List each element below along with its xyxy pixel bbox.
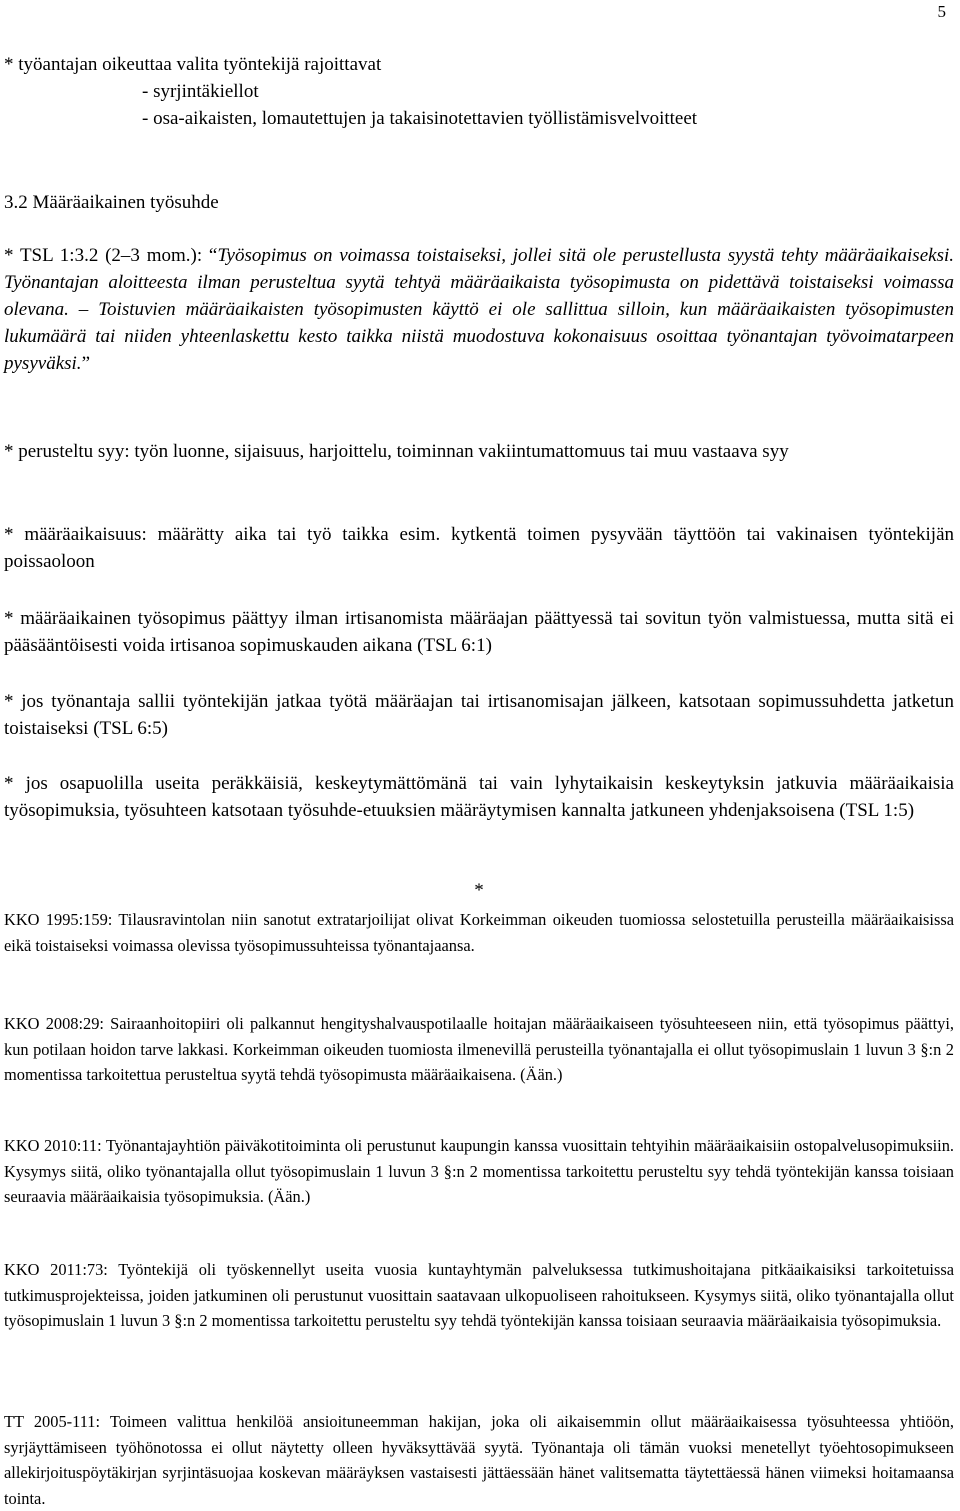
intro-sub-item: - osa-aikaisten, lomautettujen ja takaisinotettavien työllistämisvelvoitteet xyxy=(142,108,698,129)
case-paragraph: TT 2005-111: Toimeen valittua henkilöä ansioituneemman hakijan, joka oli aikaisemmin ollut määräaikaisessa työsuhteessa yhtiöön, syrjäyttämiseen työhönotossa ei ollut näytetty olleen hyväksyttävää syytä. Työnantaja oli tämän vuoksi menetellyt työehtosopimukseen allekirjoituspöytäkirjan syrjintäsuojaa koskevan määräyksen vastaisesti jättäessään hänet valitsematta täytettäessä hänen viimeksi hoitamaansa tointa. xyxy=(4,1412,954,1508)
page-number: 5 xyxy=(937,2,946,21)
bullet-paragraph: * jos osapuolilla useita peräkkäisiä, keskeytymättömänä tai vain lyhytaikaisin keskeytyksin jatkuvia määräaikaisia työsopimuksia, työsuhteen katsotaan työsuhde-etuuksien määräytymisen kannalta jatkuneen yhdenjaksoisena (TSL 1:5) xyxy=(4,773,954,821)
case-paragraph: KKO 2011:73: Työntekijä oli työskennellyt useita vuosia kuntayhtymän palveluksessa tutkimushoitajana pitkäaikaisiksi tarkoitetuissa tutkimusprojekteissa, joiden jatkuminen oli perustunut vuosittain saatavaan ulkopuoliseen rahoitukseen. Kysymys siitä, oliko työnantajalla ollut työsopimuslain 1 luvun 3 §:n 2 momentissa tarkoitettu perusteltu syy tehdä työntekijän kanssa toisiaan seuraavia määräaikaisia työsopimuksia. xyxy=(4,1260,954,1330)
intro-bullet xyxy=(4,51,954,132)
section-separator: * xyxy=(474,880,484,901)
section-heading: 3.2 Määräaikainen työsuhde xyxy=(4,192,219,213)
bullet-paragraph: * jos työnantaja sallii työntekijän jatkaa työtä määräajan tai irtisanomisajan jälkeen, katsotaan sopimussuhdetta jatketun toistaiseksi (TSL 6:5) xyxy=(4,691,954,739)
bullet-paragraph: * perusteltu syy: työn luonne, sijaisuus, harjoittelu, toiminnan vakiintumattomuus tai muu vastaava syy xyxy=(4,441,789,462)
case-paragraph: KKO 1995:159: Tilausravintolan niin sanotut extratarjoilijat olivat Korkeimman oikeuden tuomiossa selostetuilla perusteilla määräaikaisissa eikä toistaiseksi voimassa olevissa työsopimussuhteissa työnantajaansa. xyxy=(4,910,954,955)
intro-sub-item: - syrjintäkiellot xyxy=(142,81,259,102)
tsl-reference: * TSL 1:3.2 (2–3 mom.): “ xyxy=(4,245,218,266)
case-paragraph: KKO 2010:11: Työnantajayhtiön päiväkotitoiminta oli perustunut kaupungin kanssa vuosittain tehtyihin määräaikaisiin ostopalvelusopimuksiin. Kysymys siitä, oliko työnantajalla ollut työsopimuslain 1 luvun 3 §:n 2 momentissa tarkoitettu perusteltu syy tehdä työntekijän kanssa toisiaan seuraavia määräaikaisia työsopimuksia. (Ään.) xyxy=(4,1136,954,1206)
tsl-quote-paragraph xyxy=(4,242,954,377)
tsl-quote-text: Työsopimus on voimassa toistaiseksi, jollei sitä ole perustellusta syystä tehty määräaikaiseksi. Työnantajan aloitteesta ilman perusteltua syytä tehtyä määräaikaista työsopimusta on pidettävä toistaiseksi voimassa olevana. – Toistuvien määräaikaisten työsopimusten käyttö ei ole sallittua silloin, kun määräaikaisten työsopimusten lukumäärä tai niiden yhteenlaskettu kesto taikka niistä muodostuva kokonaisuus osoittaa työnantajan työvoimatarpeen pysyväksi. xyxy=(4,245,954,374)
case-paragraph: KKO 2008:29: Sairaanhoitopiiri oli palkannut hengityshalvauspotilaalle hoitajan määräaikaiseen työsuhteeseen niin, että työsopimus päättyi, kun potilaan hoidon tarve lakkasi. Korkeimman oikeuden tuomiosta ilmenevillä perusteilla työnantajalla ei ollut työsopimuslain 1 luvun 3 §:n 2 momentissa tarkoitettua perusteltua syytä tehdä työsopimusta määräaikaisena. (Ään.) xyxy=(4,1014,954,1084)
tsl-quote-close: ” xyxy=(81,353,90,374)
intro-bullet-text: * työantajan oikeuttaa valita työntekijä rajoittavat xyxy=(4,54,382,75)
bullet-paragraph: * määräaikainen työsopimus päättyy ilman irtisanomista määräajan päättyessä tai sovitun työn valmistuessa, mutta sitä ei pääsääntöisesti voida irtisanoa sopimuskauden aikana (TSL 6:1) xyxy=(4,608,954,656)
bullet-paragraph: * määräaikaisuus: määrätty aika tai työ taikka esim. kytkentä toimen pysyvään täyttöön tai vakinaisen työntekijän poissaoloon xyxy=(4,524,954,572)
